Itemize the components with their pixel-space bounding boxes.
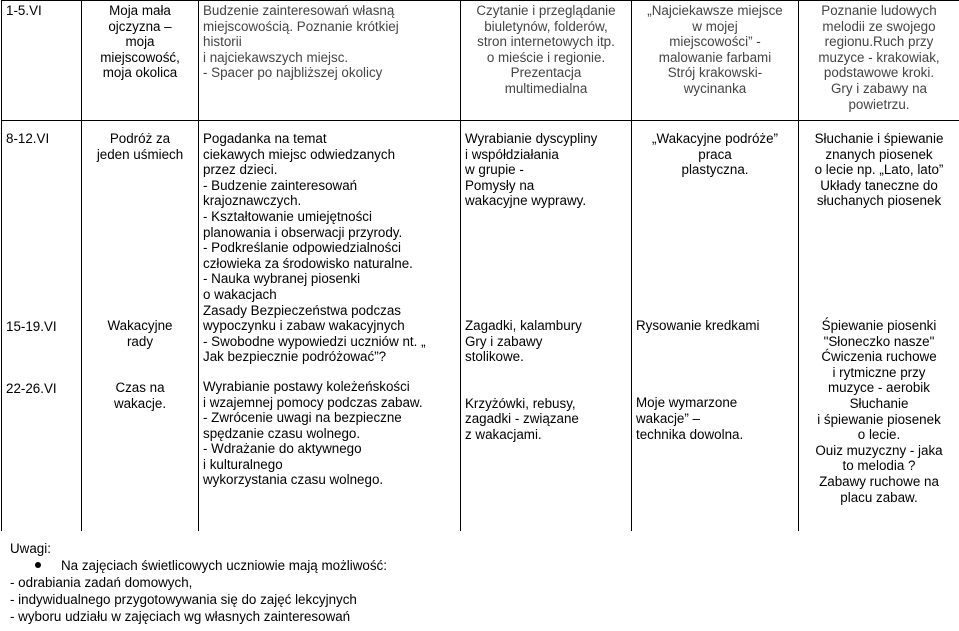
topic-line: ojczyzna – [108, 18, 172, 34]
topic-line: Wakacyjne [107, 318, 173, 334]
music-line: Śpiewanie piosenki [821, 317, 937, 333]
music-line: placu zabaw. [840, 489, 918, 505]
notes-item: - odrabiania zadań domowych, [10, 575, 193, 590]
reading-line: Zagadki, kalambury [465, 317, 582, 333]
activity-line: - Spacer po najbliższej okolicy [203, 65, 383, 81]
activity-line: planowania i obserwacji przyrody. [203, 224, 403, 240]
notes-section [10, 540, 387, 625]
activity-line: - Swobodne wypowiedzi uczniów nt. „ [203, 333, 426, 349]
reading-line: Wyrabianie dyscypliny [465, 131, 598, 146]
reading-line: Krzyżówki, rebusy, [465, 395, 576, 411]
activity-line: wykorzystania czasu wolnego. [203, 472, 384, 488]
art-line: praca [698, 146, 732, 162]
music-line: Ćwiczenia ruchowe [821, 349, 937, 365]
activity-line: - Budzenie zainteresowań [203, 177, 358, 193]
activity-line: o wakacjach [203, 286, 277, 302]
music-line: Zabawy ruchowe na [819, 473, 939, 489]
music-line: Słuchanie [849, 395, 909, 411]
activities-cell [199, 1, 461, 121]
activity-line: miejscowością. Poznanie krótkiej [203, 18, 399, 34]
activities-cell [199, 121, 461, 532]
date-cell [2, 1, 82, 121]
art-line: Moje wymarzone [636, 395, 738, 411]
art-line: miejscowości” - [669, 34, 761, 50]
activity-line: Budzenie zainteresowań własną [203, 3, 395, 18]
reading-line: z wakacjami. [465, 426, 542, 442]
music-line: regionu.Ruch przy [824, 34, 934, 50]
notes-bullet-line [10, 557, 387, 574]
music-line: słuchanych piosenek [816, 193, 942, 209]
notes-item: - indywidualnego przygotowywania się do zajęć lekcyjnych [10, 592, 357, 607]
reading-cell [461, 1, 632, 121]
music-line: to melodia ? [842, 458, 916, 474]
activity-line: krajoznawczych. [203, 193, 302, 209]
activity-line: Jak bezpiecznie podróżować”? [203, 349, 387, 365]
date-cell [2, 121, 82, 532]
music-line: muzyce - aerobik [828, 380, 930, 396]
reading-line: Prezentacja [510, 65, 582, 81]
topic-line: wakacje. [113, 395, 167, 411]
topic-line: rady [126, 333, 154, 349]
activity-line: ciekawych miejsc odwiedzanych [203, 146, 396, 162]
music-line: "Słoneczko nasze" [823, 333, 935, 349]
art-line: „Wakacyjne podróże” [651, 131, 779, 146]
activity-line: historii [203, 34, 242, 50]
music-line: i rytmiczne przy [832, 364, 926, 380]
topic-line: moja okolica [102, 65, 178, 81]
music-cell [799, 1, 959, 121]
activity-line: - Wdrażanie do aktywnego [203, 441, 362, 457]
art-line: „Najciekawsze miejsce [647, 3, 783, 18]
reading-line: Pomysły na [465, 177, 535, 193]
topic-line: Moja mała [109, 3, 171, 18]
reading-line: o mieście i regionie. [486, 49, 606, 65]
art-line: wakacje” – [636, 410, 701, 426]
music-line: i śpiewanie piosenek [817, 411, 941, 427]
art-cell [632, 1, 799, 121]
activity-line: i najciekawszych miejsc. [203, 49, 349, 65]
music-line: muzyce - krakowiak, [818, 49, 940, 65]
notes-title: Uwagi: [10, 541, 51, 556]
topic-line: miejscowość, [100, 49, 180, 65]
reading-line: w grupie - [465, 162, 524, 178]
music-cell [799, 121, 959, 532]
reading-cell [461, 121, 632, 532]
notes-bullet-text: Na zajęciach świetlicowych uczniowie mają możliwość: [61, 558, 387, 573]
activity-line: spędzanie czasu wolnego. [203, 425, 361, 441]
table-row [2, 121, 959, 532]
art-line: Rysowanie kredkami [636, 317, 760, 333]
topic-line: moja [125, 34, 155, 50]
music-line: Ouiz muzyczny - jaka [815, 442, 943, 458]
table-row [2, 1, 959, 121]
activity-line: człowieka za środowisko naturalne. [203, 255, 413, 271]
music-line: o lecie. [857, 427, 901, 443]
music-line: o lecie np. „Lato, lato” [814, 162, 944, 178]
date-text: 22-26.VI [6, 381, 57, 397]
activity-line: - Kształtowanie umiejętności [203, 208, 372, 224]
reading-line: zagadki - związane [465, 411, 579, 427]
art-line: wycinanka [683, 80, 747, 96]
topic-cell [82, 1, 199, 121]
date-text: 15-19.VI [6, 318, 57, 334]
topic-line: jeden uśmiech [96, 146, 184, 162]
reading-line: multimedialna [504, 80, 588, 96]
music-line: Słuchanie i śpiewanie [814, 131, 944, 146]
activity-line: i wzajemnej pomocy podczas zabaw. [203, 394, 423, 410]
topic-line: Podróż za [109, 131, 171, 146]
art-line: malowanie farbami [658, 49, 772, 65]
bullet-icon [35, 562, 41, 568]
activity-line: wypoczynku i zabaw wakacyjnych [203, 318, 405, 334]
activity-line: Wyrabianie postawy koleżeńskości [203, 378, 410, 394]
reading-line: stolikowe. [465, 349, 524, 365]
music-line: podstawowe kroki. [823, 65, 935, 81]
art-line: technika dowolna. [636, 426, 744, 442]
music-line: Układy taneczne do [820, 177, 938, 193]
reading-line: stron internetowych itp. [477, 34, 615, 50]
activity-line: przez dzieci. [203, 162, 278, 178]
art-line: Strój krakowski- [667, 65, 763, 81]
music-line: melodii ze swojego [822, 18, 936, 34]
reading-line: Gry i zabawy [465, 333, 543, 349]
activity-line: - Zwrócenie uwagi na bezpieczne [203, 410, 402, 426]
activity-line: - Nauka wybranej piosenki [203, 271, 361, 287]
reading-line: Czytanie i przeglądanie [476, 3, 616, 18]
topic-line: Czas na [115, 380, 165, 396]
art-line: w mojej [692, 18, 738, 34]
music-line: powietrzu. [848, 96, 910, 112]
reading-line: wakacyjne wyprawy. [465, 193, 587, 209]
activity-line: Pogadanka na temat [203, 131, 327, 146]
art-cell [632, 121, 799, 532]
activity-line: - Podkreślanie odpowiedzialności [203, 240, 401, 256]
date-text: 1-5.VI [6, 3, 42, 18]
music-line: znanych piosenek [825, 146, 933, 162]
date-text: 8-12.VI [6, 131, 50, 146]
music-line: Poznanie ludowych [821, 3, 937, 18]
activity-plan-table [1, 0, 959, 531]
reading-line: i współdziałania [465, 146, 559, 162]
activity-line: Zasady Bezpieczeństwa podczas [203, 302, 401, 318]
reading-line: biuletynów, folderów, [484, 18, 608, 34]
art-line: plastyczna. [681, 162, 749, 178]
activity-line: i kulturalnego [203, 456, 283, 472]
music-line: Gry i zabawy na [830, 80, 927, 96]
topic-cell [82, 121, 199, 532]
notes-item: - wyboru udziału w zajęciach wg własnych zainteresowań [10, 609, 351, 624]
